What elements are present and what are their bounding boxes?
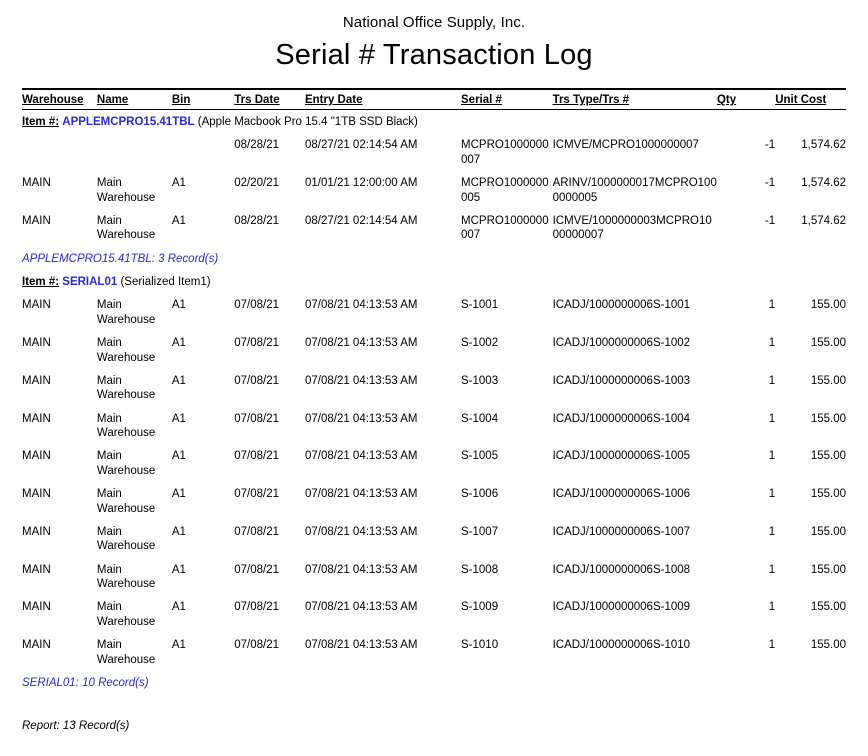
cell-trs-date: 02/20/21 (234, 177, 279, 190)
column-header-unit-cost: Unit Cost (775, 94, 827, 106)
cell-trs-date: 07/08/21 (234, 299, 279, 312)
cell-trs-type: ICADJ/1000000006S-1005 (552, 450, 691, 463)
cell-serial: S-1004 (461, 412, 499, 425)
cell-warehouse: MAIN (22, 639, 51, 652)
item-code-link[interactable]: APPLEMCPRO15.41TBL (62, 116, 195, 128)
cell-name: Main Warehouse (96, 601, 156, 628)
table-row[interactable] (22, 133, 846, 171)
cell-entry-date: 01/01/21 12:00:00 AM (304, 177, 418, 190)
cell-warehouse: MAIN (22, 177, 51, 190)
cell-serial: S-1006 (461, 488, 499, 501)
column-header-serial: Serial # (461, 94, 502, 106)
table-row[interactable] (22, 595, 846, 633)
cell-trs-date: 07/08/21 (234, 563, 279, 576)
cell-warehouse: MAIN (22, 563, 51, 576)
cell-unit-cost: 155.00 (810, 337, 846, 350)
cell-trs-date: 08/28/21 (234, 139, 279, 152)
table-row[interactable] (22, 369, 846, 407)
cell-unit-cost: 1,574.62 (801, 139, 846, 152)
item-group-header-cell (22, 270, 846, 293)
cell-name: Main Warehouse (96, 488, 156, 515)
cell-qty: -1 (764, 139, 776, 152)
group-total-row (22, 671, 846, 694)
cell-entry-date: 07/08/21 04:13:53 AM (304, 601, 418, 614)
cell-unit-cost: 155.00 (810, 601, 846, 614)
cell-trs-date: 07/08/21 (234, 525, 279, 538)
cell-entry-date: 07/08/21 04:13:53 AM (304, 412, 418, 425)
item-group-header-cell (22, 110, 846, 134)
table-row[interactable] (22, 482, 846, 520)
table-row[interactable] (22, 331, 846, 369)
cell-bin: A1 (171, 639, 186, 652)
cell-serial: S-1010 (461, 639, 499, 652)
cell-name: Main Warehouse (96, 374, 156, 402)
cell-name: Main Warehouse (96, 337, 156, 364)
cell-entry-date: 07/08/21 04:13:53 AM (304, 563, 418, 576)
cell-entry-date: 08/27/21 02:14:54 AM (304, 139, 418, 152)
cell-warehouse: MAIN (22, 214, 51, 227)
cell-trs-type: ICMVE/MCPRO1000000007 (552, 139, 699, 152)
item-code-link[interactable]: SERIAL01 (62, 276, 118, 288)
cell-trs-type: ICADJ/1000000006S-1002 (552, 337, 691, 350)
cell-bin: A1 (171, 450, 186, 463)
table-row[interactable] (22, 209, 846, 247)
cell-warehouse: MAIN (22, 601, 51, 614)
cell-unit-cost: 155.00 (810, 488, 846, 501)
item-label: Item #: (22, 116, 60, 128)
cell-entry-date: 07/08/21 04:13:53 AM (304, 639, 418, 652)
cell-qty: 1 (768, 299, 776, 312)
cell-trs-date: 07/08/21 (234, 450, 279, 463)
table-row[interactable] (22, 407, 846, 445)
group-total-row (22, 247, 846, 270)
table-row[interactable] (22, 633, 846, 671)
column-header-qty: Qty (716, 94, 737, 106)
cell-qty: -1 (764, 214, 776, 227)
cell-name (97, 133, 172, 171)
cell-name: Main Warehouse (96, 299, 156, 326)
cell-trs-type: ICADJ/1000000006S-1004 (552, 412, 691, 425)
cell-bin: A1 (171, 525, 186, 538)
cell-bin: A1 (171, 374, 186, 387)
cell-entry-date: 07/08/21 04:13:53 AM (304, 488, 418, 501)
cell-warehouse (22, 133, 97, 171)
table-header-row (22, 90, 846, 110)
cell-name: Main Warehouse (96, 525, 156, 553)
cell-unit-cost: 155.00 (810, 450, 846, 463)
group-total-text: SERIAL01: 10 Record(s) (22, 676, 149, 689)
cell-trs-date: 07/08/21 (234, 601, 279, 614)
cell-name: Main Warehouse (96, 412, 156, 439)
column-header-warehouse: Warehouse (22, 94, 84, 106)
cell-unit-cost: 155.00 (810, 412, 846, 425)
cell-bin: A1 (171, 412, 186, 425)
cell-warehouse: MAIN (22, 299, 51, 312)
column-header-name: Name (96, 94, 129, 106)
column-header-bin: Bin (171, 94, 191, 106)
cell-name: Main Warehouse (96, 177, 156, 204)
cell-serial: S-1005 (461, 450, 499, 463)
cell-entry-date: 07/08/21 04:13:53 AM (304, 374, 418, 387)
item-description: (Apple Macbook Pro 15.4 "1TB SSD Black) (197, 116, 418, 128)
cell-entry-date: 07/08/21 04:13:53 AM (304, 525, 418, 538)
cell-warehouse: MAIN (22, 412, 51, 425)
cell-unit-cost: 155.00 (810, 639, 846, 652)
cell-serial: S-1003 (461, 374, 499, 387)
cell-qty: 1 (768, 488, 776, 501)
report-total: Report: 13 Record(s) (22, 720, 130, 733)
cell-bin: A1 (171, 177, 186, 190)
cell-name: Main Warehouse (96, 214, 156, 242)
table-row[interactable] (22, 520, 846, 558)
group-total-text: APPLEMCPRO15.41TBL: 3 Record(s) (22, 252, 219, 265)
cell-serial: MCPRO1000000007 (461, 214, 549, 242)
cell-unit-cost: 155.00 (810, 525, 846, 538)
cell-serial: S-1008 (461, 563, 499, 576)
cell-qty: 1 (768, 563, 776, 576)
item-group-header (22, 270, 846, 293)
cell-unit-cost: 155.00 (810, 563, 846, 576)
cell-warehouse: MAIN (22, 337, 51, 350)
table-row[interactable] (22, 558, 846, 596)
cell-unit-cost: 155.00 (810, 299, 846, 312)
company-name: National Office Supply, Inc. (342, 14, 526, 31)
cell-trs-date: 07/08/21 (234, 374, 279, 387)
cell-trs-type: ICADJ/1000000006S-1001 (552, 299, 691, 312)
table-body (22, 110, 846, 695)
cell-trs-type: ARINV/1000000017MCPRO1000000005 (552, 177, 717, 204)
cell-entry-date: 07/08/21 04:13:53 AM (304, 299, 418, 312)
cell-bin: A1 (171, 337, 186, 350)
cell-trs-type: ICADJ/1000000006S-1009 (552, 601, 691, 614)
cell-bin (172, 133, 234, 171)
cell-name: Main Warehouse (96, 563, 156, 590)
cell-trs-type: ICADJ/1000000006S-1007 (552, 525, 691, 538)
cell-warehouse: MAIN (22, 374, 51, 387)
cell-serial: S-1001 (461, 299, 499, 312)
page-title: Serial # Transaction Log (275, 39, 593, 71)
column-header-trs-date: Trs Date (234, 94, 280, 106)
table-row[interactable] (22, 171, 846, 209)
cell-serial: S-1009 (461, 601, 499, 614)
cell-entry-date: 07/08/21 04:13:53 AM (304, 337, 418, 350)
cell-name: Main Warehouse (96, 639, 156, 666)
cell-bin: A1 (171, 214, 186, 227)
transaction-log-table (22, 90, 846, 694)
cell-qty: 1 (768, 374, 776, 387)
cell-warehouse: MAIN (22, 525, 51, 538)
table-row[interactable] (22, 444, 846, 482)
cell-serial: S-1007 (461, 525, 499, 538)
cell-bin: A1 (171, 601, 186, 614)
cell-warehouse: MAIN (22, 488, 51, 501)
cell-qty: 1 (768, 337, 776, 350)
cell-qty: 1 (768, 450, 776, 463)
item-description: (Serialized Item1) (120, 276, 211, 288)
cell-unit-cost: 1,574.62 (801, 214, 846, 227)
cell-bin: A1 (171, 299, 186, 312)
cell-qty: -1 (764, 177, 776, 190)
cell-trs-date: 07/08/21 (234, 488, 279, 501)
cell-trs-date: 07/08/21 (234, 412, 279, 425)
cell-qty: 1 (768, 525, 776, 538)
cell-trs-date: 08/28/21 (234, 214, 279, 227)
item-group-header (22, 110, 846, 134)
cell-bin: A1 (171, 563, 186, 576)
cell-entry-date: 07/08/21 04:13:53 AM (304, 450, 418, 463)
cell-trs-type: ICADJ/1000000006S-1006 (552, 488, 691, 501)
cell-serial: MCPRO1000000005 (461, 177, 549, 204)
cell-qty: 1 (768, 601, 776, 614)
cell-unit-cost: 1,574.62 (801, 177, 846, 190)
column-header-entry-date: Entry Date (304, 94, 363, 106)
cell-bin: A1 (171, 488, 186, 501)
cell-entry-date: 08/27/21 02:14:54 AM (304, 214, 418, 227)
cell-unit-cost: 155.00 (810, 374, 846, 387)
cell-trs-type: ICADJ/1000000006S-1003 (552, 374, 691, 387)
column-header-trs-type: Trs Type/Trs # (552, 94, 630, 106)
cell-trs-type: ICADJ/1000000006S-1008 (552, 563, 691, 576)
cell-name: Main Warehouse (96, 450, 156, 477)
cell-trs-type: ICADJ/1000000006S-1010 (552, 639, 691, 652)
cell-serial: S-1002 (461, 337, 499, 350)
item-label: Item #: (22, 276, 60, 288)
cell-trs-date: 07/08/21 (234, 639, 279, 652)
table-row[interactable] (22, 293, 846, 331)
cell-warehouse: MAIN (22, 450, 51, 463)
cell-qty: 1 (768, 412, 776, 425)
cell-serial: MCPRO1000000007 (461, 139, 549, 166)
cell-trs-date: 07/08/21 (234, 337, 279, 350)
cell-trs-type: ICMVE/1000000003MCPRO1000000007 (552, 214, 712, 242)
cell-qty: 1 (768, 639, 776, 652)
